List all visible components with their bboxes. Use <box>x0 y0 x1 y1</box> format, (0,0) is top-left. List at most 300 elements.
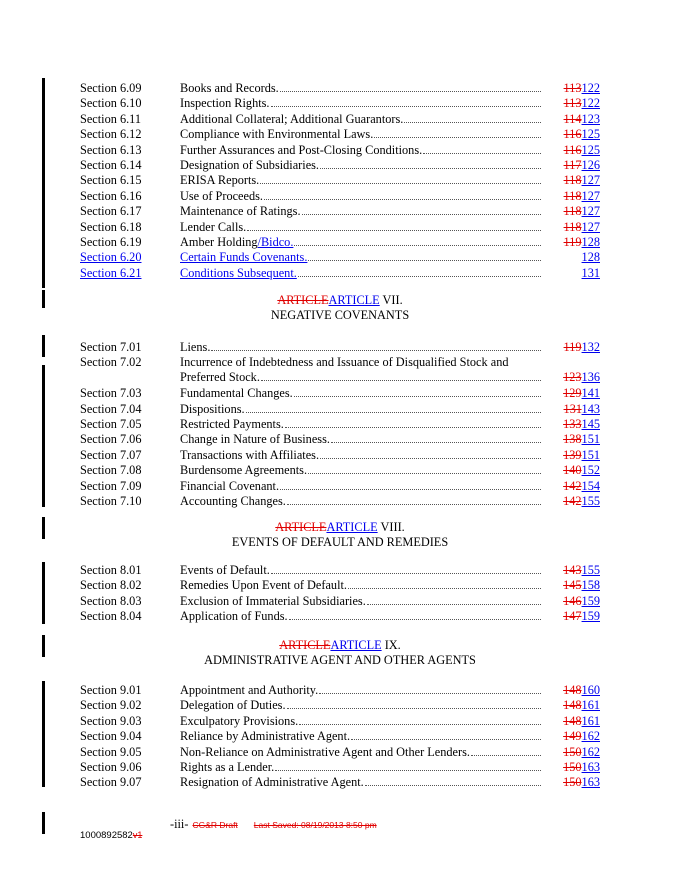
section-number: Section 6.16 <box>80 188 142 203</box>
toc-entry[interactable] <box>80 463 600 478</box>
new-page-number: 131 <box>581 265 600 280</box>
article-heading-line <box>80 293 600 308</box>
section-title <box>180 340 542 355</box>
toc-entry[interactable] <box>80 112 600 127</box>
toc-entry[interactable] <box>80 173 600 188</box>
document-id-number: 1000892582 <box>80 830 133 841</box>
document-id <box>80 830 142 841</box>
section-title-main: Dispositions. <box>180 401 245 416</box>
section-title-main: Burdensome Agreements. <box>180 463 308 478</box>
old-page-number: 131 <box>563 401 582 416</box>
change-bar <box>42 681 45 787</box>
dot-leader <box>271 573 541 574</box>
article-subtitle: EVENTS OF DEFAULT AND REMEDIES <box>231 535 449 549</box>
toc-entry[interactable] <box>80 127 600 142</box>
page-reference <box>563 775 600 790</box>
article-heading <box>80 520 600 550</box>
section-title <box>180 563 542 578</box>
toc-entry[interactable] <box>80 96 600 111</box>
new-page-number: 151 <box>581 447 600 462</box>
new-page-number: 152 <box>581 463 600 478</box>
new-page-number: 141 <box>581 386 600 401</box>
old-page-number: 148 <box>563 713 582 728</box>
old-page-number: 114 <box>563 111 582 126</box>
section-title-text <box>180 714 298 729</box>
section-title-text: Preferred Stock. <box>180 370 260 385</box>
section-title <box>180 432 542 447</box>
page-reference <box>563 386 600 401</box>
toc-entry[interactable] <box>80 448 600 463</box>
new-page-number: 122 <box>581 81 600 95</box>
new-page-number: 154 <box>581 478 600 493</box>
section-title-main: Fundamental Changes. <box>180 386 293 401</box>
section-title-main: Accounting Changes. <box>180 494 286 508</box>
section-number: Section 7.05 <box>80 417 142 431</box>
section-title <box>180 220 542 235</box>
section-number: Section 9.02 <box>80 698 142 713</box>
dot-leader <box>247 230 541 231</box>
toc-entry[interactable] <box>80 432 600 447</box>
new-page-number: 162 <box>581 729 600 744</box>
dot-leader <box>260 183 541 184</box>
section-title-text <box>180 578 347 593</box>
section-title <box>180 683 542 698</box>
article-inserted-word: ARTICLE <box>326 520 378 534</box>
old-page-number: 116 <box>563 142 582 157</box>
section-title-main: Application of Funds. <box>180 609 288 624</box>
change-bar <box>42 562 45 624</box>
new-page-number: 128 <box>581 235 600 249</box>
toc-entry[interactable] <box>80 386 600 401</box>
section-title <box>180 417 542 432</box>
page-reference <box>564 220 600 235</box>
dot-leader <box>287 708 541 709</box>
section-title <box>180 96 542 111</box>
new-page-number: 162 <box>581 744 600 759</box>
old-page-number: 145 <box>563 578 582 593</box>
new-page-number: 122 <box>581 96 600 111</box>
section-title-main: ERISA Reports. <box>180 173 260 188</box>
section-title <box>180 143 542 158</box>
old-page-number: 138 <box>563 432 582 447</box>
page-reference <box>563 563 600 578</box>
toc-entry[interactable] <box>80 355 600 385</box>
section-title-text <box>180 448 319 463</box>
new-page-number: 125 <box>581 127 600 142</box>
toc-entry[interactable] <box>80 158 600 173</box>
section-title <box>180 463 542 478</box>
change-bar <box>42 78 45 288</box>
new-page-number: 127 <box>581 204 600 219</box>
toc-entry[interactable] <box>80 563 600 578</box>
section-title <box>180 266 542 281</box>
new-page-number: 161 <box>581 698 600 713</box>
new-page-number: 155 <box>581 494 600 508</box>
section-title <box>180 112 542 127</box>
article-subtitle: ADMINISTRATIVE AGENT AND OTHER AGENTS <box>204 653 476 667</box>
toc-entry[interactable] <box>80 609 600 624</box>
page-reference <box>563 448 600 463</box>
page-reference <box>564 81 600 96</box>
page-reference <box>563 494 600 509</box>
toc-entry[interactable] <box>80 494 600 509</box>
toc-entry[interactable] <box>80 266 600 281</box>
new-page-number: 145 <box>581 417 600 431</box>
old-page-number: 116 <box>563 127 582 142</box>
toc-entry[interactable] <box>80 340 600 355</box>
old-page-number: 143 <box>563 563 582 577</box>
section-title-main: Exclusion of Immaterial Subsidiaries. <box>180 593 366 608</box>
section-title <box>180 479 542 494</box>
dot-leader <box>302 214 541 215</box>
old-page-number: 129 <box>563 386 582 401</box>
dot-leader <box>320 458 541 459</box>
dot-leader <box>308 260 541 261</box>
new-page-number: 127 <box>581 219 600 234</box>
dot-leader <box>298 276 541 277</box>
article-deleted-word: ARTICLE <box>275 520 327 534</box>
toc-entry[interactable] <box>80 594 600 609</box>
section-title <box>180 386 542 401</box>
dot-leader <box>271 106 542 107</box>
old-page-number: 118 <box>563 219 582 234</box>
new-page-number: 161 <box>581 713 600 728</box>
new-page-number: 143 <box>581 401 600 416</box>
old-page-number: 140 <box>563 463 582 478</box>
dot-leader <box>299 724 541 725</box>
page-reference <box>563 432 600 447</box>
old-page-number: 150 <box>563 760 582 774</box>
toc-entry[interactable] <box>80 417 600 432</box>
section-number: Section 7.04 <box>80 401 142 416</box>
dot-leader <box>374 137 541 138</box>
section-number: Section 8.01 <box>80 563 142 577</box>
old-page-number: 118 <box>563 204 582 219</box>
dot-leader <box>367 604 541 605</box>
section-title-text <box>180 340 210 355</box>
new-page-number: 126 <box>581 158 600 172</box>
change-bar <box>42 290 45 308</box>
section-number: Section 6.19 <box>80 235 142 249</box>
section-title-text <box>180 143 422 158</box>
dot-leader <box>294 396 541 397</box>
dot-leader <box>331 442 541 443</box>
section-title <box>180 494 542 509</box>
section-title-text <box>180 760 274 775</box>
section-title-main: Rights as a Lender. <box>180 760 275 774</box>
change-bar <box>42 365 45 507</box>
section-number: Section 8.04 <box>80 609 142 624</box>
section-title-text <box>180 402 245 417</box>
toc-entry[interactable] <box>80 479 600 494</box>
section-title <box>180 127 542 142</box>
new-page-number: 155 <box>581 563 600 577</box>
section-title-text <box>180 432 330 447</box>
section-title-text <box>180 112 403 127</box>
section-title <box>180 745 542 760</box>
section-number: Section 7.02 <box>80 355 142 370</box>
section-title-text <box>180 235 293 250</box>
toc-entry[interactable] <box>80 745 600 760</box>
change-bar <box>42 335 45 357</box>
dot-leader <box>348 588 541 589</box>
section-title-text <box>180 609 288 624</box>
section-title-main: Books and Records. <box>180 81 279 95</box>
toc-entry[interactable] <box>80 189 600 204</box>
toc-entry[interactable] <box>80 220 600 235</box>
old-page-number: 118 <box>563 188 582 203</box>
section-number: Section 6.12 <box>80 127 142 142</box>
page-reference <box>582 250 600 265</box>
section-number: Section 7.07 <box>80 447 142 462</box>
page-reference <box>564 112 600 127</box>
section-title-main: Change in Nature of Business. <box>180 432 330 447</box>
section-title-text <box>180 775 364 790</box>
last-saved-label: Last Saved: 08/19/2013 8:50 pm <box>253 820 377 830</box>
section-title-main: Transactions with Affiliates. <box>180 447 320 462</box>
article-deleted-word: ARTICLE <box>279 638 331 652</box>
page-reference <box>563 594 600 609</box>
section-title-main: Additional Collateral; Additional Guarantors. <box>180 111 404 126</box>
page-reference <box>564 143 600 158</box>
section-title-text <box>180 386 293 401</box>
section-title-main: Exculpatory Provisions. <box>180 713 299 728</box>
new-page-number: 159 <box>581 593 600 608</box>
new-page-number: 163 <box>581 760 600 774</box>
draft-label: CG&R Draft <box>192 820 238 830</box>
change-bar <box>42 517 45 539</box>
article-number: VIII. <box>377 520 405 534</box>
page-reference <box>563 745 600 760</box>
article-inserted-word: ARTICLE <box>330 638 382 652</box>
dot-leader <box>280 489 541 490</box>
new-page-number: 123 <box>581 111 600 126</box>
section-title <box>180 609 542 624</box>
section-title-line: Incurrence of Indebtedness and Issuance of Disqualified Stock and <box>180 355 509 370</box>
section-title-text <box>180 479 279 494</box>
old-page-number: 149 <box>563 729 582 744</box>
toc-entry[interactable] <box>80 250 600 265</box>
section-title-main: Lender Calls. <box>180 219 247 234</box>
section-number: Section 9.04 <box>80 729 142 744</box>
article-heading <box>80 293 600 323</box>
page-reference <box>563 609 600 624</box>
article-deleted-word: ARTICLE <box>277 293 329 307</box>
section-title-main: Amber Holding <box>180 235 258 249</box>
section-title <box>180 760 542 775</box>
section-title-main: Events of Default. <box>180 563 270 577</box>
page-number: -iii- <box>170 817 189 831</box>
toc-entry[interactable] <box>80 714 600 729</box>
old-page-number: 123 <box>563 370 582 385</box>
section-title-text <box>180 204 301 219</box>
section-title-main: Reliance by Administrative Agent. <box>180 729 351 744</box>
section-title <box>180 235 542 250</box>
old-page-number: 113 <box>563 96 582 111</box>
dot-leader <box>423 153 541 154</box>
section-title <box>180 402 542 417</box>
old-page-number: 148 <box>563 683 582 697</box>
section-title <box>180 698 542 713</box>
section-title <box>180 729 542 744</box>
section-title-main: Maintenance of Ratings. <box>180 204 301 219</box>
toc-entry[interactable] <box>80 143 600 158</box>
old-page-number: 133 <box>563 417 582 431</box>
section-title <box>180 775 542 790</box>
change-bar <box>42 635 45 657</box>
section-title-text <box>180 745 470 760</box>
section-title <box>180 578 542 593</box>
section-title <box>180 158 542 173</box>
dot-leader <box>211 350 541 351</box>
section-title <box>180 714 542 729</box>
new-page-number: 127 <box>581 173 600 188</box>
section-title-text <box>180 463 307 478</box>
section-title-main: Delegation of Duties. <box>180 698 286 713</box>
new-page-number: 159 <box>581 609 600 624</box>
section-title-main: Non-Reliance on Administrative Agent and Other Lenders. <box>180 744 470 759</box>
toc-entry[interactable] <box>80 729 600 744</box>
toc-entry[interactable] <box>80 81 600 96</box>
page-reference <box>564 204 600 219</box>
toc-entry[interactable] <box>80 578 600 593</box>
new-page-number: 132 <box>581 340 600 354</box>
toc-entry[interactable] <box>80 698 600 713</box>
old-page-number: 142 <box>563 478 582 493</box>
page-reference <box>563 479 600 494</box>
dot-leader <box>404 122 541 123</box>
toc-entry[interactable] <box>80 402 600 417</box>
section-number: Section 6.20 <box>80 250 142 265</box>
section-title-main: Conditions Subsequent. <box>180 265 297 280</box>
page-reference <box>563 578 600 593</box>
dot-leader <box>351 739 541 740</box>
section-number: Section 9.01 <box>80 683 142 697</box>
dot-leader <box>246 412 541 413</box>
section-number: Section 6.09 <box>80 81 142 95</box>
section-title-inserted: /Bidco. <box>257 235 294 249</box>
section-title-text <box>180 563 270 578</box>
new-page-number: 136 <box>581 370 600 385</box>
section-title-main: Further Assurances and Post-Closing Conditions. <box>180 142 423 157</box>
article-number: VII. <box>379 293 403 307</box>
toc-entry[interactable] <box>80 235 600 250</box>
new-page-number: 128 <box>581 250 600 265</box>
section-number: Section 8.02 <box>80 578 142 593</box>
dot-leader <box>294 245 541 246</box>
article-heading-line <box>80 638 600 653</box>
old-page-number: 150 <box>563 775 582 790</box>
section-title-text <box>180 173 259 188</box>
old-page-number: 119 <box>563 340 582 354</box>
page-reference <box>563 370 600 385</box>
toc-entry[interactable] <box>80 760 600 775</box>
section-number: Section 9.06 <box>80 760 142 774</box>
toc-entry[interactable] <box>80 775 600 790</box>
section-title-main: Resignation of Administrative Agent. <box>180 775 364 790</box>
page-reference <box>563 463 600 478</box>
section-title <box>180 250 542 265</box>
section-title-text <box>180 417 284 432</box>
page-reference <box>563 729 600 744</box>
section-number: Section 7.06 <box>80 432 142 447</box>
new-page-number: 158 <box>581 578 600 593</box>
page-reference <box>564 340 600 355</box>
page-reference <box>563 714 600 729</box>
article-heading <box>80 638 600 668</box>
section-title-text <box>180 189 263 204</box>
article-number: IX. <box>381 638 401 652</box>
dot-leader <box>275 770 541 771</box>
new-page-number: 127 <box>581 188 600 203</box>
section-number: Section 6.17 <box>80 204 142 219</box>
section-title-main: Compliance with Environmental Laws. <box>180 127 374 142</box>
dot-leader <box>287 504 541 505</box>
section-title-text <box>180 266 297 281</box>
section-title-main: Inspection Rights. <box>180 96 270 111</box>
section-title-main: Liens. <box>180 340 211 354</box>
old-page-number: 142 <box>563 494 582 508</box>
toc-entry[interactable] <box>80 204 600 219</box>
page-reference <box>564 96 600 111</box>
document-id-deleted: v1 <box>132 830 143 840</box>
new-page-number: 151 <box>581 432 600 447</box>
section-title-line <box>180 370 542 385</box>
section-title-text <box>180 594 366 609</box>
section-number: Section 7.01 <box>80 340 142 354</box>
section-title <box>180 189 542 204</box>
section-number: Section 6.14 <box>80 158 142 172</box>
section-title-main: Appointment and Authority. <box>180 683 319 697</box>
dot-leader <box>289 619 541 620</box>
section-number: Section 7.03 <box>80 386 142 401</box>
section-number: Section 9.07 <box>80 775 142 790</box>
page-reference <box>564 158 600 173</box>
dot-leader <box>308 473 541 474</box>
page-reference <box>582 266 600 281</box>
toc-entry[interactable] <box>80 683 600 698</box>
section-title <box>180 355 542 385</box>
page-footer <box>170 817 377 832</box>
section-number: Section 6.10 <box>80 96 142 111</box>
page-reference <box>564 235 600 250</box>
article-subtitle: NEGATIVE COVENANTS <box>270 308 410 322</box>
page-reference <box>563 698 600 713</box>
dot-leader <box>261 380 541 381</box>
dot-leader <box>471 755 541 756</box>
dot-leader <box>319 693 541 694</box>
section-number: Section 6.21 <box>80 265 142 280</box>
section-title-text <box>180 250 307 265</box>
page-reference <box>564 189 600 204</box>
change-bar <box>42 812 45 834</box>
section-title-text <box>180 127 373 142</box>
old-page-number: 117 <box>563 158 582 172</box>
section-title-main: Certain Funds Covenants. <box>180 250 308 265</box>
section-title <box>180 204 542 219</box>
section-number: Section 9.03 <box>80 713 142 728</box>
section-title <box>180 448 542 463</box>
page-reference <box>563 683 600 698</box>
page-reference <box>564 127 600 142</box>
section-title-text <box>180 683 318 698</box>
section-title-text <box>180 158 319 173</box>
section-title-main: Remedies Upon Event of Default. <box>180 578 347 593</box>
section-number: Section 6.18 <box>80 219 142 234</box>
section-title-main: Use of Proceeds. <box>180 188 263 203</box>
section-title <box>180 594 542 609</box>
new-page-number: 163 <box>581 775 600 790</box>
